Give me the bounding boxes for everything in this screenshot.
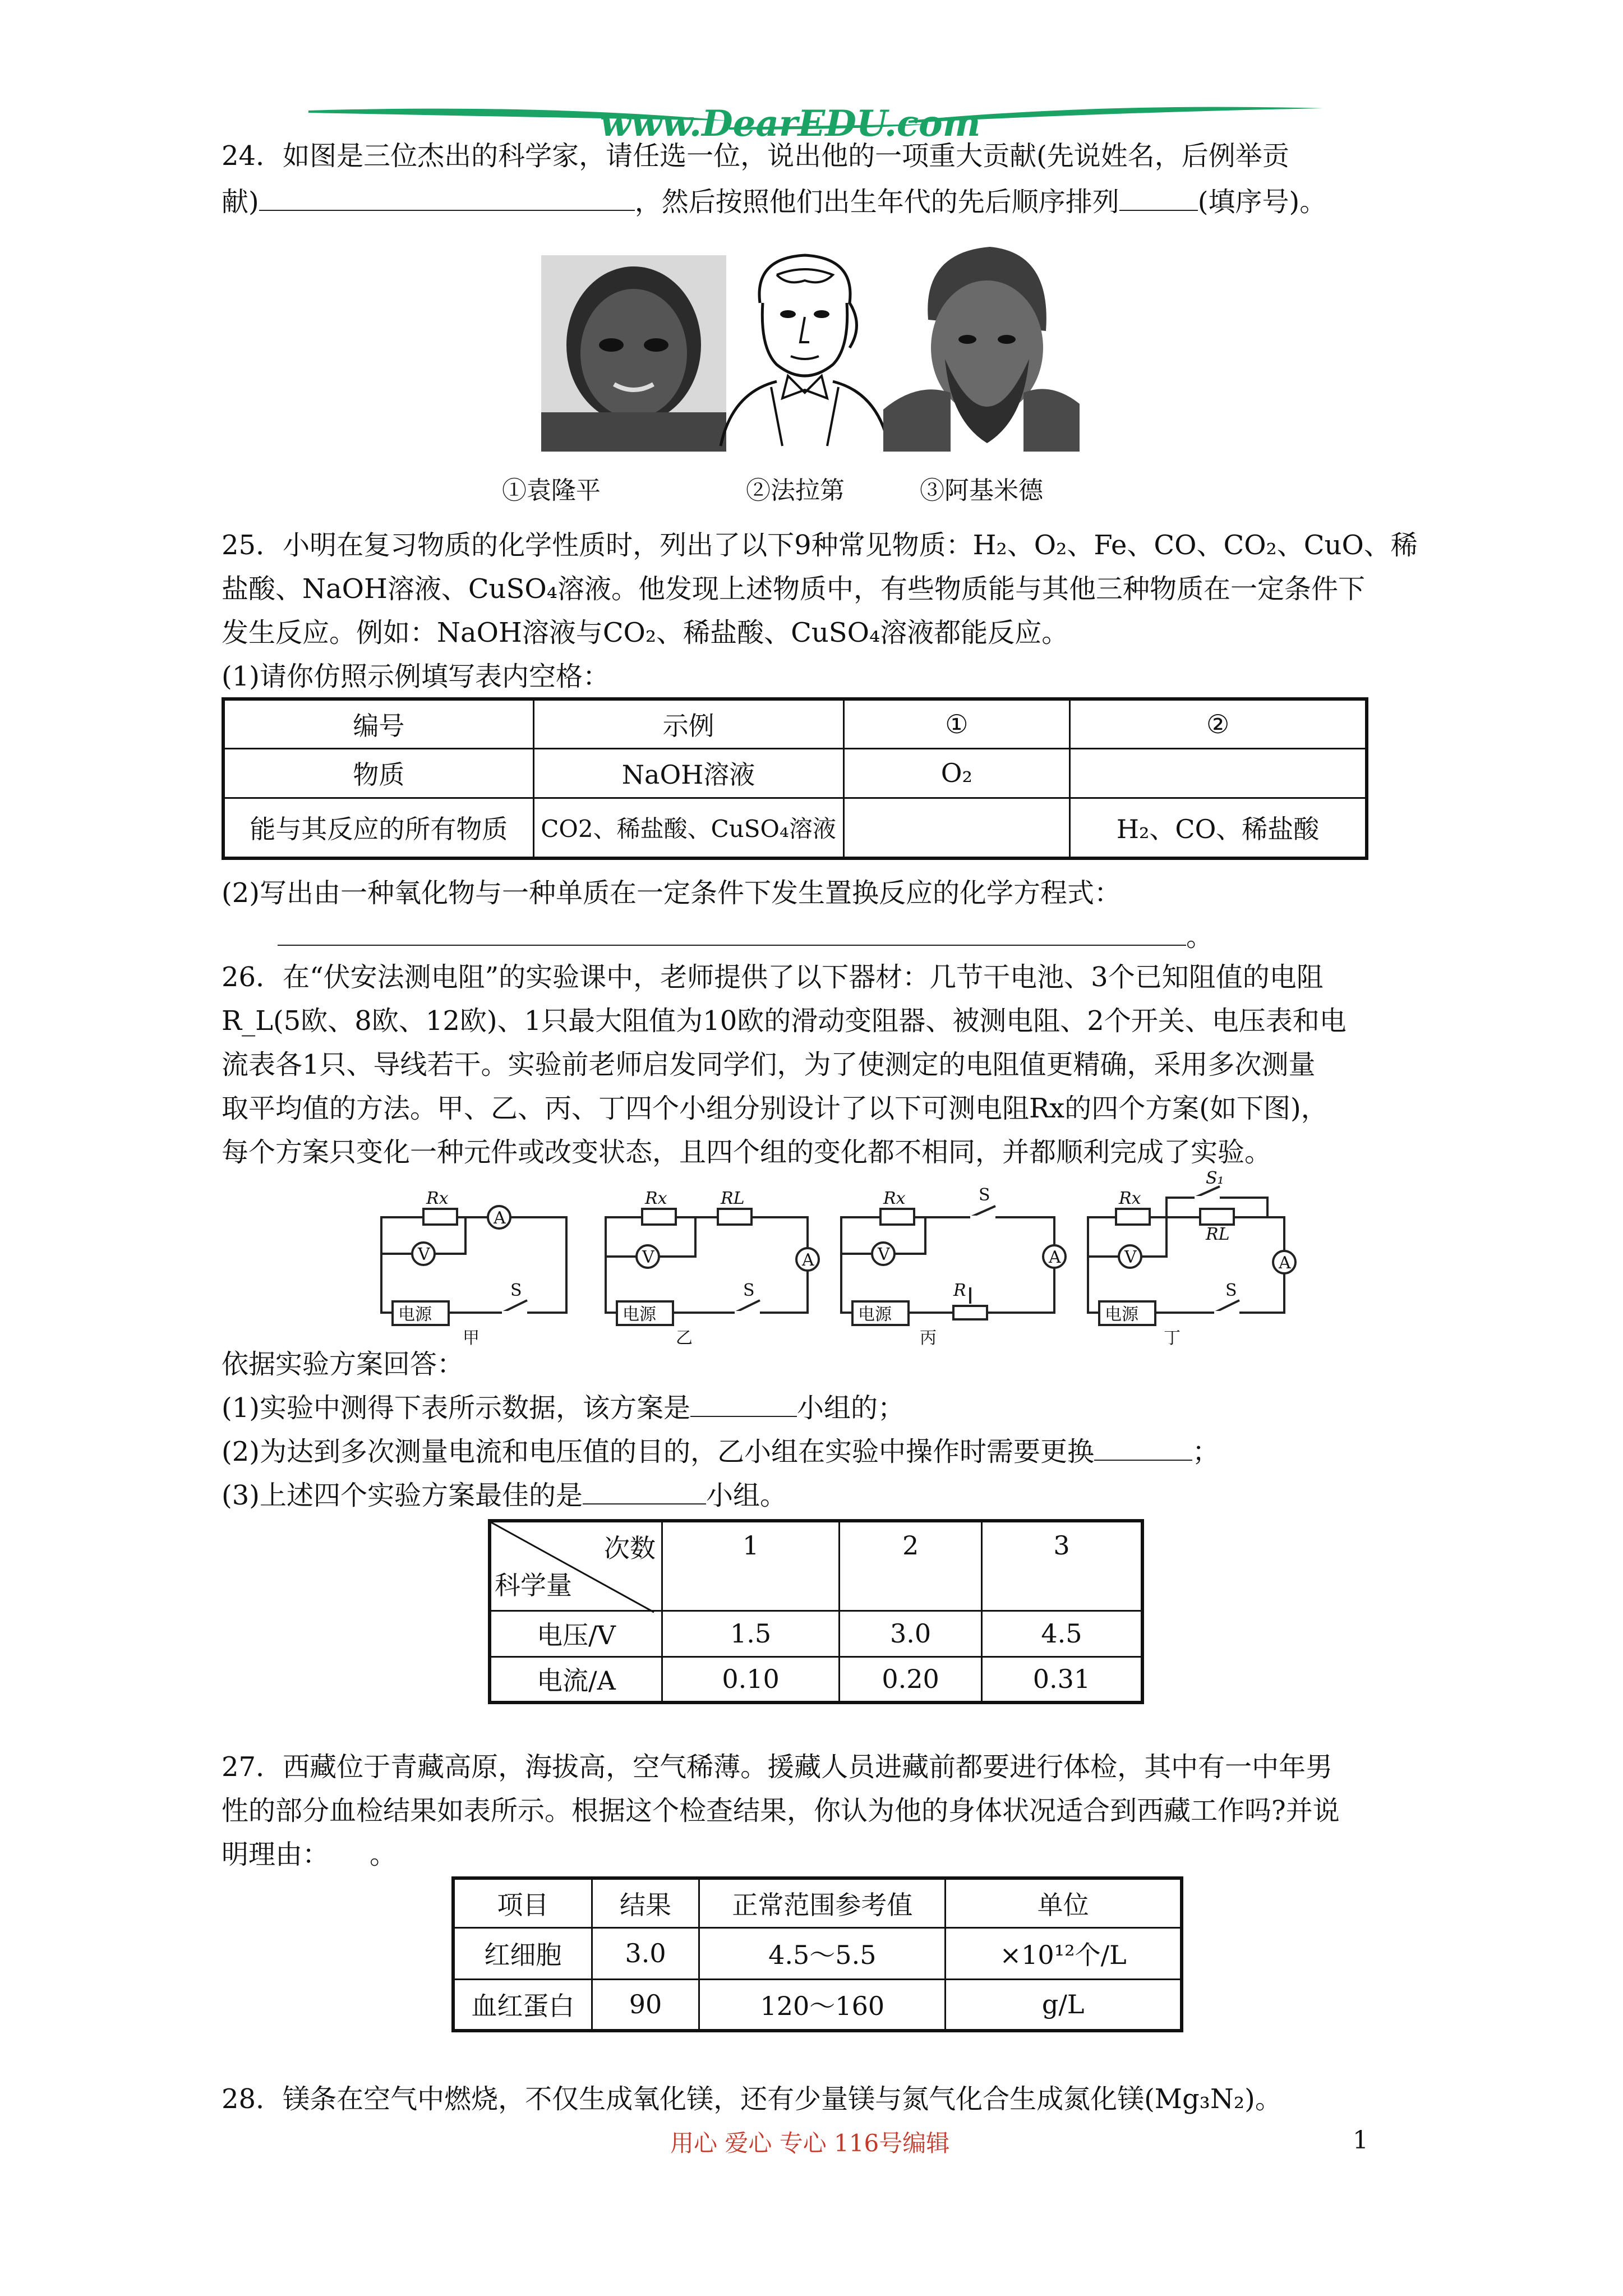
q25-cell: CO2、稀盐酸、CuSO₄溶液 [533, 798, 843, 858]
q27-cell: 3.0 [592, 1927, 699, 1979]
q25-cell: 物质 [223, 748, 533, 798]
q25-answer-cell[interactable] [843, 798, 1070, 858]
q25-end: 。 [1186, 921, 1214, 953]
q27-th: 项目 [453, 1878, 592, 1927]
label-rx: Rx [426, 1189, 449, 1208]
portrait-archimedes [883, 241, 1080, 452]
q26-blank-1[interactable] [690, 1391, 797, 1417]
q26-cell: 4.5 [981, 1611, 1142, 1657]
caption-3: ③阿基米德 [920, 476, 1043, 505]
q25-th-3: ① [843, 699, 1070, 748]
label-s: S [979, 1185, 990, 1205]
q25-th-2: 示例 [533, 699, 843, 748]
label-yi: 乙 [676, 1328, 693, 1348]
portrait-faraday [709, 241, 900, 446]
q25-cell: NaOH溶液 [533, 748, 843, 798]
label-rl: RL [1206, 1225, 1230, 1244]
q25-table [222, 697, 1368, 860]
label-source: 电源 [1105, 1305, 1138, 1324]
q25-cell: H₂、CO、稀盐酸 [1070, 798, 1367, 858]
label-rx: Rx [645, 1189, 667, 1208]
q26-row-label: 电流/A [490, 1657, 662, 1703]
q27-line3: 明理由： 。 [222, 1839, 397, 1870]
q27-th: 单位 [946, 1878, 1182, 1927]
q24-line2 [222, 185, 1326, 219]
q27-cell: 120～160 [699, 1979, 946, 2031]
q26-sub2 [222, 1435, 1219, 1469]
q25-sub1: (1)请你仿照示例填写表内空格： [222, 661, 610, 692]
label-s: S [743, 1281, 755, 1300]
q26-line2: R_L(5欧、8欧、12欧)、1只最大阻值为10欧的滑动变阻器、被测电阻、2个开关、电压表和电 [222, 1005, 1347, 1037]
q26-sub1-text: (1)实验中测得下表所示数据，该方案是 [222, 1392, 690, 1424]
q24-text-b: ，然后按照他们出生年代的先后顺序排列 [634, 186, 1119, 218]
q24-answer-blank-2[interactable] [1119, 185, 1198, 211]
q26-cell: 0.10 [662, 1657, 839, 1703]
q25-answer-line [278, 920, 1213, 954]
q24-text-a: 献) [222, 186, 259, 218]
label-rl: RL [721, 1189, 745, 1208]
label-source: 电源 [398, 1305, 432, 1324]
q27-cell: 血红蛋白 [453, 1979, 592, 2031]
q26-cell: 0.20 [840, 1657, 982, 1703]
caption-2: ②法拉第 [746, 476, 845, 505]
q26-blank-2[interactable] [1094, 1435, 1192, 1461]
q25-answer-cell[interactable] [1070, 748, 1367, 798]
q24-line1: 24．如图是三位杰出的科学家，请任选一位，说出他的一项重大贡献(先说姓名，后例举贡 [222, 140, 1289, 172]
caption-1: ①袁隆平 [502, 476, 601, 505]
q27-cell: g/L [946, 1979, 1182, 2031]
q27-blood-table [451, 1876, 1183, 2032]
portrait-yuan-longping [541, 255, 726, 452]
q26-line1: 26．在“伏安法测电阻”的实验课中，老师提供了以下器材：几节干电池、3个已知阻值的电阻 [222, 961, 1324, 993]
page-number: 1 [1353, 2126, 1368, 2155]
q26-data-table [488, 1519, 1144, 1704]
label-s1: S₁ [1206, 1168, 1224, 1188]
q26-sub3-text: (3)上述四个实验方案最佳的是 [222, 1480, 583, 1511]
q24-answer-blank-1[interactable] [259, 185, 635, 211]
q25-th-1: 编号 [223, 699, 533, 748]
label-v: V [418, 1245, 430, 1264]
label-s: S [510, 1281, 522, 1300]
q26-sub2-text: (2)为达到多次测量电流和电压值的目的，乙小组在实验中操作时需要更换 [222, 1436, 1094, 1467]
label-bing: 丙 [920, 1328, 937, 1348]
q26-col: 1 [662, 1521, 839, 1611]
label-source: 电源 [623, 1305, 656, 1324]
site-title[interactable]: www.DearEDU.com [600, 103, 981, 145]
q27-cell: 红细胞 [453, 1927, 592, 1979]
q25-cell: O₂ [843, 748, 1070, 798]
footer-text: 用心 爱心 专心 116号编辑 [670, 2129, 950, 2157]
q26-sub1 [222, 1391, 905, 1425]
label-a: A [802, 1250, 814, 1270]
label-v: V [1124, 1248, 1137, 1267]
q27-cell: 4.5～5.5 [699, 1927, 946, 1979]
corner-bottom: 科学量 [495, 1570, 572, 1600]
q26-col: 2 [840, 1521, 982, 1611]
q26-intro: 依据实验方案回答： [222, 1349, 464, 1380]
q26-cell: 1.5 [662, 1611, 839, 1657]
label-rx: Rx [883, 1189, 906, 1208]
label-a: A [1279, 1253, 1291, 1273]
label-a: A [494, 1208, 506, 1228]
q25-sub2: (2)写出由一种氧化物与一种单质在一定条件下发生置换反应的化学方程式： [222, 877, 1121, 909]
label-source: 电源 [858, 1305, 892, 1324]
corner-top: 次数 [603, 1533, 656, 1563]
q25-cell: 能与其反应的所有物质 [223, 798, 533, 858]
q26-cell: 0.31 [981, 1657, 1142, 1703]
q26-sub1-end: 小组的； [797, 1392, 905, 1424]
q26-sub2-end: ； [1192, 1436, 1220, 1467]
q25-equation-blank[interactable] [278, 920, 1186, 946]
q25-line3: 发生反应。例如：NaOH溶液与CO₂、稀盐酸、CuSO₄溶液都能反应。 [222, 617, 1069, 648]
q27-line1: 27．西藏位于青藏高原，海拔高，空气稀薄。援藏人员进藏前都要进行体检，其中有一中年男 [222, 1751, 1333, 1783]
q26-sub3 [222, 1479, 787, 1512]
q27-cell: ×10¹²个/L [946, 1927, 1182, 1979]
q26-col: 3 [981, 1521, 1142, 1611]
label-rx: Rx [1119, 1189, 1141, 1208]
q27-line2: 性的部分血检结果如表所示。根据这个检查结果，你认为他的身体状况适合到西藏工作吗?并说 [222, 1795, 1340, 1826]
q27-cell: 90 [592, 1979, 699, 2031]
q27-th: 正常范围参考值 [699, 1878, 946, 1927]
q25-line2: 盐酸、NaOH溶液、CuSO₄溶液。他发现上述物质中，有些物质能与其他三种物质在一定条件下 [222, 573, 1365, 605]
q26-corner-cell [490, 1521, 662, 1611]
q25-th-4: ② [1070, 699, 1367, 748]
label-v: V [878, 1245, 890, 1264]
q26-cell: 3.0 [840, 1611, 982, 1657]
label-a: A [1049, 1248, 1061, 1267]
q26-line3: 流表各1只、导线若干。实验前老师启发同学们，为了使测定的电阻值更精确，采用多次测量 [222, 1049, 1316, 1080]
q26-sub3-end: 小组。 [706, 1480, 787, 1511]
label-r: R [953, 1281, 966, 1300]
q25-line1: 25．小明在复习物质的化学性质时，列出了以下9种常见物质：H₂、O₂、Fe、CO、CO₂、CuO、稀 [222, 530, 1418, 561]
circuit-diagrams [359, 1168, 1312, 1348]
q27-th: 结果 [592, 1878, 699, 1927]
q24-text-c: (填序号)。 [1197, 186, 1327, 218]
label-ding: 丁 [1164, 1328, 1181, 1348]
label-s: S [1225, 1281, 1237, 1300]
q26-blank-3[interactable] [583, 1479, 706, 1504]
q28-line1: 28．镁条在空气中燃烧，不仅生成氧化镁，还有少量镁与氮气化合生成氮化镁(Mg₃N₂)。 [222, 2083, 1282, 2115]
label-v: V [642, 1248, 654, 1267]
q26-line4: 取平均值的方法。甲、乙、丙、丁四个小组分别设计了以下可测电阻Rx的四个方案(如下图)， [222, 1093, 1328, 1124]
q26-line5: 每个方案只变化一种元件或改变状态，且四个组的变化都不相同，并都顺利完成了实验。 [222, 1137, 1272, 1168]
q26-row-label: 电压/V [490, 1611, 662, 1657]
label-jia: 甲 [463, 1328, 479, 1348]
